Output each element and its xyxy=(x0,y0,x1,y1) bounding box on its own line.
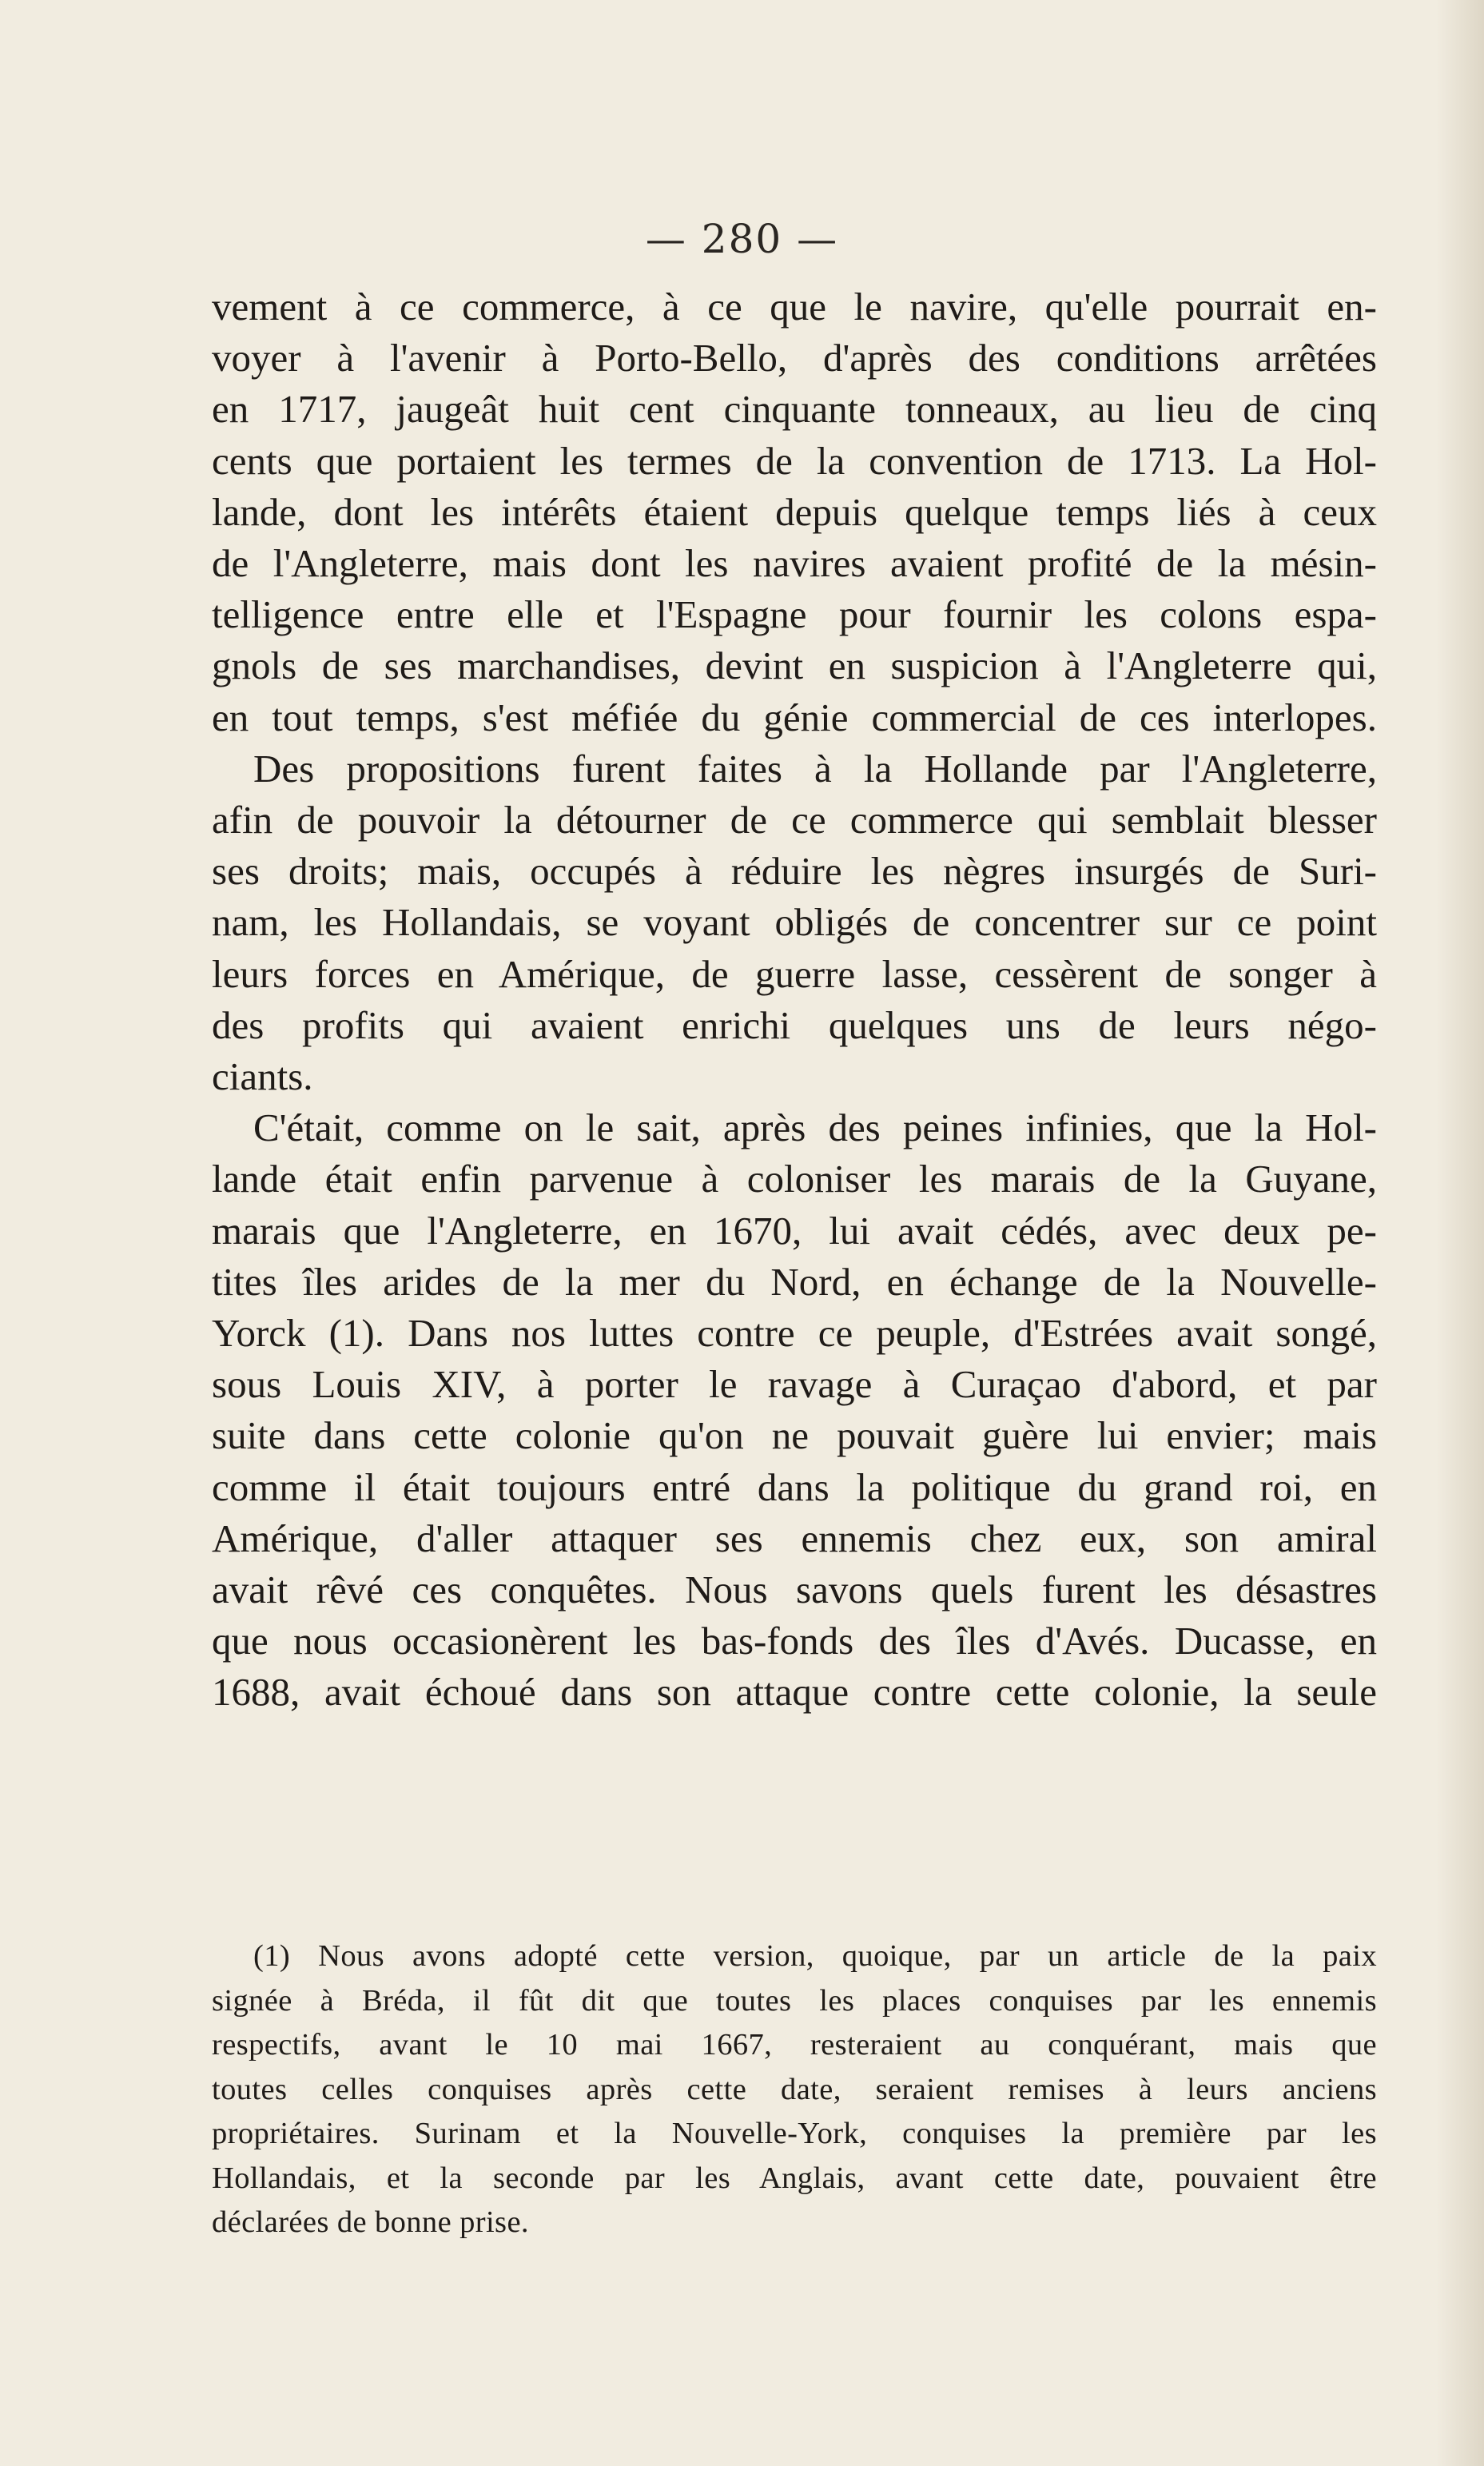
text-line: de l'Angleterre, mais dont les navires avaient profité de la mésin- xyxy=(212,541,1377,586)
text-line: vement à ce commerce, à ce que le navire, qu'elle pourrait en- xyxy=(212,285,1377,329)
footnote-line: (1) Nous avons adopté cette version, quoique, par un article de la paix xyxy=(253,1939,1377,1973)
text-line: ciants. xyxy=(212,1054,313,1099)
text-line: Yorck (1). Dans nos luttes contre ce peuple, d'Estrées avait songé, xyxy=(212,1311,1377,1356)
text-line: ses droits; mais, occupés à réduire les nègres insurgés de Suri- xyxy=(212,849,1377,894)
text-line: gnols de ses marchandises, devint en suspicion à l'Angleterre qui, xyxy=(212,643,1377,688)
text-line: marais que l'Angleterre, en 1670, lui avait cédés, avec deux pe- xyxy=(212,1208,1377,1253)
text-line: lande, dont les intérêts étaient depuis quelque temps liés à ceux xyxy=(212,489,1377,534)
text-line: en tout temps, s'est méfiée du génie commercial de ces interlopes. xyxy=(212,695,1377,739)
footnote xyxy=(212,1934,1377,2245)
footnote-line: propriétaires. Surinam et la Nouvelle-York, conquises la première par les xyxy=(212,2117,1377,2150)
text-line: telligence entre elle et l'Espagne pour fournir les colons espa- xyxy=(212,592,1377,637)
text-line: comme il était toujours entré dans la politique du grand roi, en xyxy=(212,1464,1377,1509)
text-line: suite dans cette colonie qu'on ne pouvait guère lui envier; mais xyxy=(212,1413,1377,1458)
text-line: Amérique, d'aller attaquer ses ennemis chez eux, son amiral xyxy=(212,1516,1377,1560)
text-line: avait rêvé ces conquêtes. Nous savons quels furent les désastres xyxy=(212,1568,1377,1612)
text-line: nam, les Hollandais, se voyant obligés de concentrer sur ce point xyxy=(212,900,1377,945)
text-line: en 1717, jaugeât huit cent cinquante tonneaux, au lieu de cinq xyxy=(212,387,1377,432)
text-line: 1688, avait échoué dans son attaque contre cette colonie, la seule xyxy=(212,1670,1377,1715)
text-line: C'était, comme on le sait, après des peines infinies, que la Hol- xyxy=(253,1106,1377,1150)
footnote-line: Hollandais, et la seconde par les Anglais, avant cette date, pouvaient être xyxy=(212,2161,1377,2195)
text-line: cents que portaient les termes de la convention de 1713. La Hol- xyxy=(212,438,1377,483)
text-line: Des propositions furent faites à la Hollande par l'Angleterre, xyxy=(253,746,1377,791)
text-line: afin de pouvoir la détourner de ce commerce qui semblait blesser xyxy=(212,798,1377,843)
footnote-line: déclarées de bonne prise. xyxy=(212,2205,529,2239)
text-line: des profits qui avaient enrichi quelques uns de leurs négo- xyxy=(212,1002,1377,1047)
text-line: voyer à l'avenir à Porto-Bello, d'après des conditions arrêtées xyxy=(212,336,1377,380)
text-line: que nous occasionèrent les bas-fonds des îles d'Avés. Ducasse, en xyxy=(212,1619,1377,1663)
main-text xyxy=(212,281,1377,1719)
footnote-line: toutes celles conquises après cette date, seraient remises à leurs anciens xyxy=(212,2072,1377,2106)
text-line: lande était enfin parvenue à coloniser les marais de la Guyane, xyxy=(212,1157,1377,1201)
footnote-line: signée à Bréda, il fût dit que toutes les places conquises par les ennemis xyxy=(212,1983,1377,2018)
text-line: sous Louis XIV, à porter le ravage à Curaçao d'abord, et par xyxy=(212,1362,1377,1407)
page-number: — 280 — xyxy=(645,216,839,262)
text-line: tites îles arides de la mer du Nord, en échange de la Nouvelle- xyxy=(212,1259,1377,1304)
text-line: leurs forces en Amérique, de guerre lasse, cessèrent de songer à xyxy=(212,951,1377,996)
footnote-line: respectifs, avant le 10 mai 1667, resteraient au conquérant, mais que xyxy=(212,2028,1377,2062)
